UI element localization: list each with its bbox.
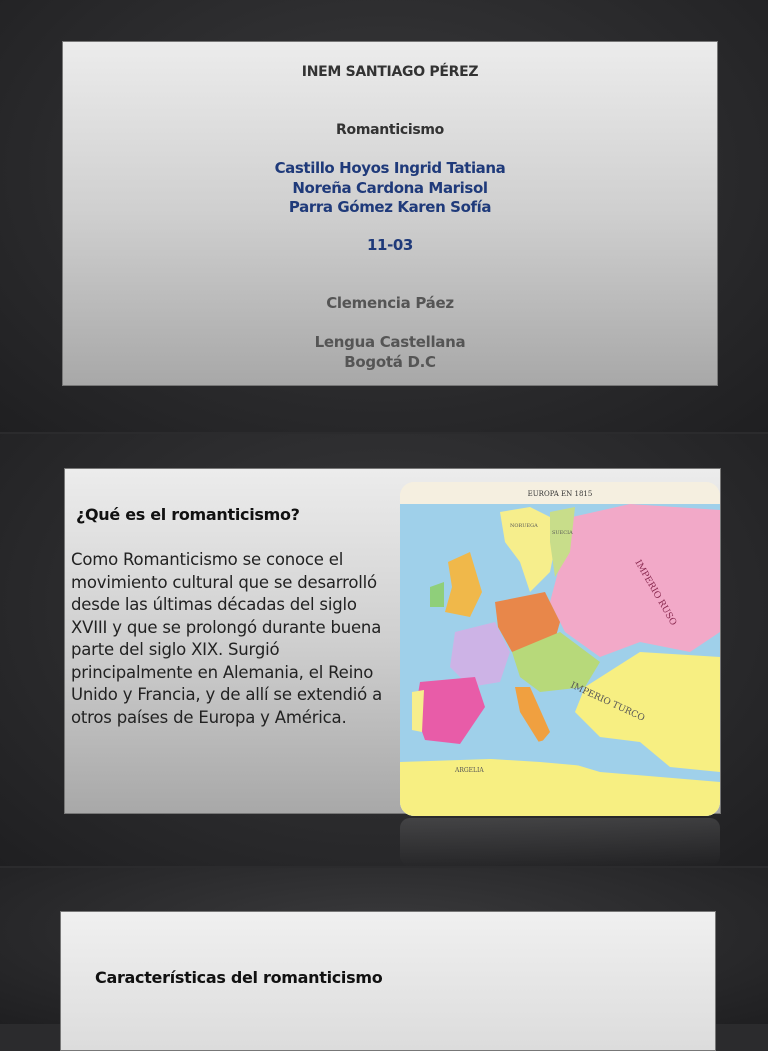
map-label-russia: IMPERIO RUSO — [632, 558, 678, 628]
map-title: EUROPA EN 1815 — [527, 490, 593, 498]
author-1: Castillo Hoyos Ingrid Tatiana — [274, 159, 506, 177]
subject-name: Lengua Castellana — [314, 333, 466, 351]
city-name: Bogotá D.C — [344, 353, 436, 371]
school-name: INEM SANTIAGO PÉREZ — [301, 64, 479, 80]
definition-body: Como Romanticismo se conoce el movimiento cultural que se desarrolló desde las últimas décadas del siglo XVIII y que se prolongó durante buena parte del siglo XIX. Surgió principalmente en Alemania, el Reino Unido y Francia, y de allí se extendió a otros países de Europa y América. — [71, 550, 383, 727]
definition-title: ¿Qué es el romanticismo? — [76, 505, 300, 524]
map-label-sweden: SUECIA — [552, 530, 573, 536]
group-code: 11-03 — [367, 236, 413, 254]
map-reflection — [400, 818, 720, 866]
map-label-norway: NORUEGA — [510, 523, 538, 529]
author-2: Noreña Cardona Marisol — [292, 178, 488, 197]
title-slide[interactable] — [62, 41, 718, 386]
characteristics-slide[interactable] — [60, 911, 716, 1051]
map-label-turkey: IMPERIO TURCO — [568, 680, 647, 724]
author-3: Parra Gómez Karen Sofía — [288, 198, 492, 216]
map-label-algeria: ARGELIA — [455, 767, 484, 774]
europe-map-image — [400, 482, 720, 816]
teacher-name: Clemencia Páez — [326, 294, 454, 312]
topic-title: Romanticismo — [336, 122, 444, 138]
characteristics-title: Características del romanticismo — [95, 968, 383, 987]
